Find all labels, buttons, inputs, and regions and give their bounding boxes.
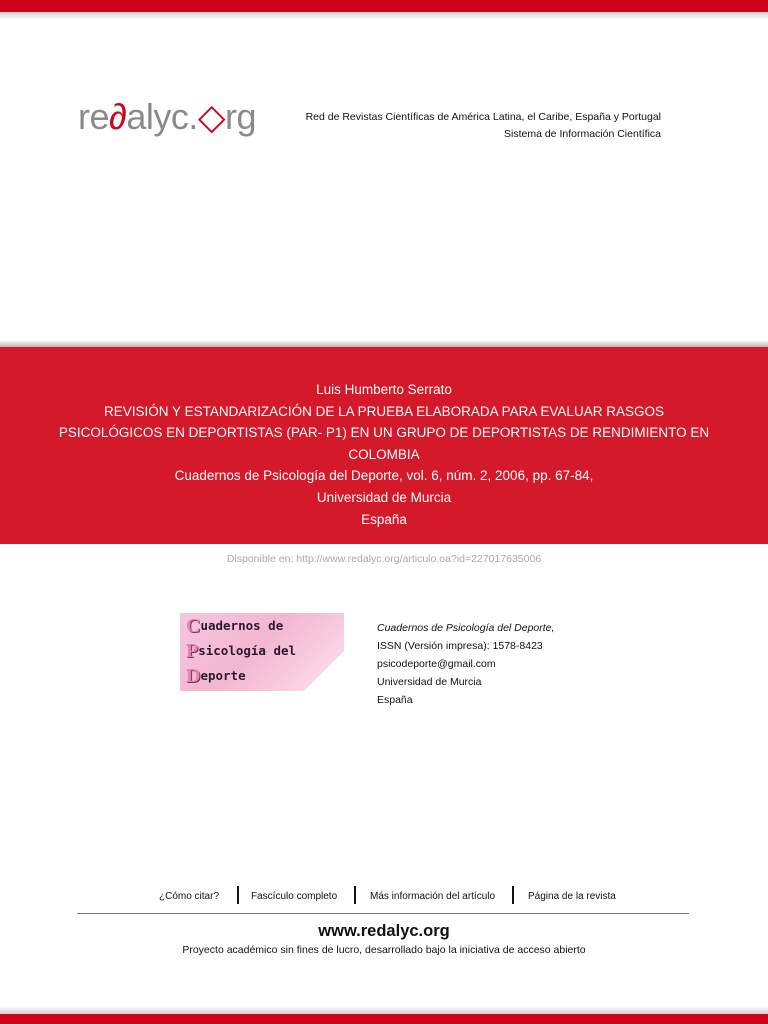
- cite-link[interactable]: ¿Cómo citar?: [159, 891, 220, 902]
- site-url[interactable]: www.redalyc.org: [318, 922, 450, 940]
- journal-info: [377, 619, 554, 709]
- article-title-line-3: COLOMBIA: [348, 446, 420, 462]
- article-title-line-1: REVISIÓN Y ESTANDARIZACIÓN DE LA PRUEBA ELABORADA PARA EVALUAR RASGOS: [104, 403, 664, 419]
- journal-email[interactable]: psicodeporte@gmail.com: [377, 658, 496, 670]
- article-author: Luis Humberto Serrato: [316, 382, 452, 397]
- action-links: [155, 886, 625, 908]
- footer-tagline: Proyecto académico sin fines de lucro, desarrollado bajo la iniciativa de acceso abierto: [182, 944, 586, 956]
- journal-logo-line-3: Deporte: [186, 665, 246, 687]
- article-title-line-2: PSICOLÓGICOS EN DEPORTISTAS (PAR- P1) EN UN GRUPO DE DEPORTISTAS DE RENDIMIENTO EN: [58, 425, 710, 441]
- full-issue-link[interactable]: Fascículo completo: [251, 891, 338, 902]
- link-separator: [354, 886, 356, 904]
- journal-page-link[interactable]: Página de la revista: [528, 891, 616, 902]
- article-banner: [0, 347, 768, 544]
- footer-divider: [77, 913, 689, 914]
- journal-logo-line-1: Cuadernos de: [186, 615, 284, 637]
- journal-country: España: [377, 694, 413, 706]
- network-line-1: Red de Revistas Científicas de América Latina, el Caribe, España y Portugal: [305, 111, 661, 123]
- journal-logo[interactable]: [180, 613, 344, 691]
- link-separator: [512, 886, 514, 904]
- network-line-2: Sistema de Información Científica: [504, 128, 661, 140]
- network-description: [306, 109, 661, 143]
- logo-ribbon-d: ∂: [109, 96, 127, 137]
- page-fold: [304, 651, 344, 691]
- redalyc-logo-text: re∂alyc.◇rg: [78, 96, 257, 137]
- article-country: España: [361, 511, 407, 527]
- article-institution: Universidad de Murcia: [316, 489, 452, 505]
- top-red-bar: [0, 0, 768, 12]
- journal-name: Cuadernos de Psicología del Deporte,: [377, 622, 555, 634]
- journal-logo-line-2: Psicología del: [186, 640, 297, 662]
- bottom-shadow: [0, 1006, 768, 1014]
- top-shadow: [0, 12, 768, 20]
- kite-icon: ◇: [197, 96, 226, 137]
- available-link[interactable]: Disponible en: http://www.redalyc.org/articulo.oa?id=227017635006: [226, 553, 542, 565]
- article-citation: Cuadernos de Psicología del Deporte, vol. 6, núm. 2, 2006, pp. 67-84,: [174, 468, 594, 484]
- more-info-link[interactable]: Más información del artículo: [370, 891, 496, 902]
- redalyc-logo[interactable]: [78, 96, 258, 146]
- link-separator: [237, 886, 239, 904]
- bottom-red-bar: [0, 1014, 768, 1024]
- journal-institution: Universidad de Murcia: [377, 676, 482, 688]
- journal-issn: ISSN (Versión impresa): 1578-8423: [377, 640, 543, 652]
